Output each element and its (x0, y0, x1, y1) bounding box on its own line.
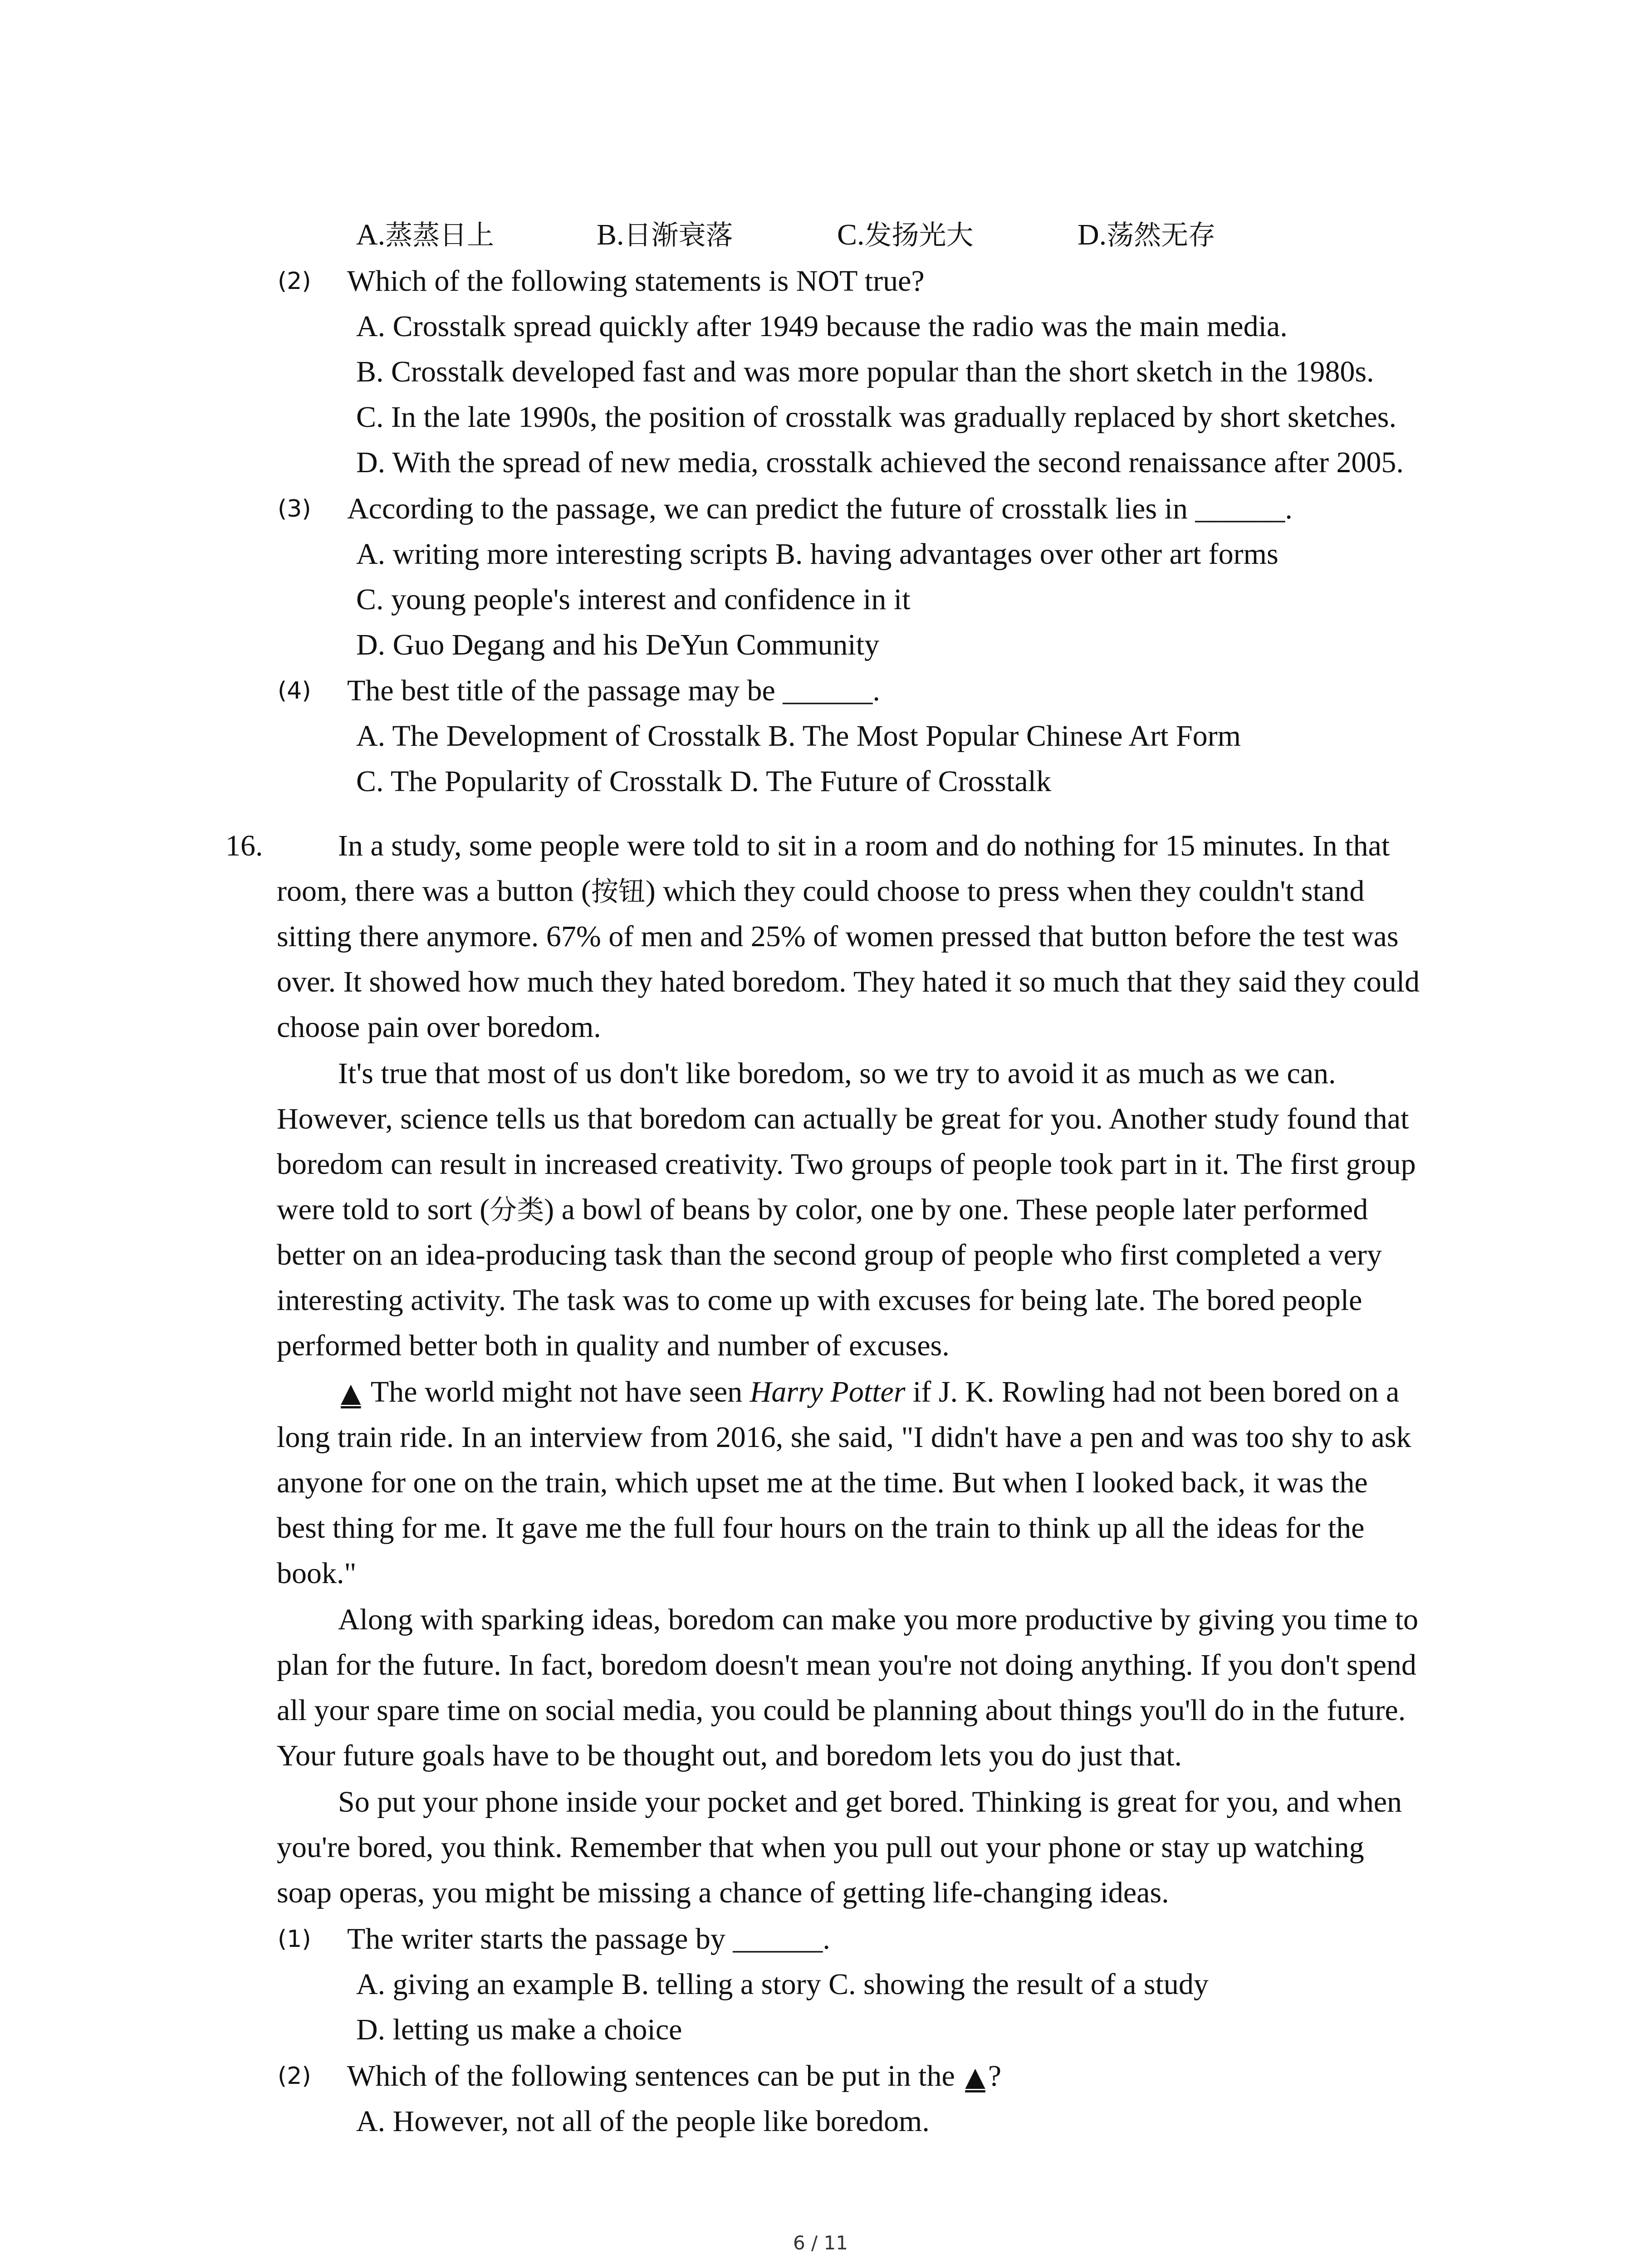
option-a: A. Crosstalk spread quickly after 1949 because the radio was the main media. (356, 310, 1288, 343)
passage-line: However, science tells us that boredom can actually be great for you. Another study found that (277, 1102, 1409, 1135)
option-c-d: C. The Popularity of Crosstalk D. The Future of Crosstalk (356, 765, 1051, 798)
question-number: (1) (278, 1926, 311, 1953)
passage-line: performed better both in quality and number of excuses. (277, 1329, 950, 1362)
passage-line: you're bored, you think. Remember that when you pull out your phone or stay up watching (277, 1831, 1364, 1864)
passage-line: best thing for me. It gave me the full four hours on the train to think up all the ideas for the (277, 1511, 1365, 1545)
passage-line: Along with sparking ideas, boredom can make you more productive by giving you time to (338, 1603, 1419, 1636)
passage-line: In a study, some people were told to sit in a room and do nothing for 15 minutes. In that (338, 829, 1390, 862)
chinese-gloss: 按钮 (591, 876, 646, 908)
page-number: 6 / 11 (793, 2232, 848, 2254)
option-d: D. Guo Degang and his DeYun Community (356, 628, 880, 661)
passage-line: all your spare time on social media, you could be planning about things you'll do in the future. (277, 1694, 1406, 1727)
question-number-16: 16. (225, 829, 263, 862)
passage-line: sitting there anymore. 67% of men and 25% of women pressed that button before the test was (277, 920, 1399, 953)
passage-line: anyone for one on the train, which upset me at the time. But when I looked back, it was the (277, 1466, 1368, 1499)
option-c: C. young people's interest and confidence in it (356, 583, 911, 616)
passage-line: were told to sort (分类) a bowl of beans by color, one by one. These people later performed (277, 1193, 1368, 1226)
passage-line: over. It showed how much they hated boredom. They hated it so much that they said they could (277, 965, 1420, 998)
option-d: D.荡然无存 (1078, 218, 1216, 251)
passage-line: interesting activity. The task was to come up with excuses for being late. The bored people (277, 1284, 1362, 1317)
option-d: D. letting us make a choice (356, 2013, 682, 2046)
option-a-b: A. writing more interesting scripts B. having advantages over other art forms (356, 538, 1279, 571)
q15-1-options (356, 215, 1216, 256)
passage-line: plan for the future. In fact, boredom doesn't mean you're not doing anything. If you don't spend (277, 1648, 1416, 1681)
passage-line: ▲ The world might not have seen Harry Potter if J. K. Rowling had not been bored on a (338, 1372, 1399, 1413)
question-number: (2) (278, 2063, 311, 2090)
question-stem: According to the passage, we can predict the future of crosstalk lies in ______. (347, 492, 1293, 525)
option-a: A. However, not all of the people like boredom. (356, 2105, 930, 2138)
chinese-gloss: 分类 (490, 1194, 544, 1226)
option-c: C.发扬光大 (837, 218, 974, 251)
question-number: (4) (278, 677, 311, 704)
passage-line: It's true that most of us don't like boredom, so we try to avoid it as much as we can. (338, 1057, 1336, 1090)
passage-line: soap operas, you might be missing a chance of getting life-changing ideas. (277, 1876, 1169, 1909)
book-title: Harry Potter (749, 1375, 906, 1408)
option-a: A.蒸蒸日上 (356, 218, 495, 251)
question-stem: The best title of the passage may be ______. (347, 674, 880, 707)
option-d: D. With the spread of new media, crosstalk achieved the second renaissance after 2005. (356, 446, 1404, 479)
question-stem: Which of the following sentences can be put in the ▲? (347, 2056, 1001, 2097)
question-stem: The writer starts the passage by ______. (347, 1922, 830, 1955)
blank-triangle-icon: ▲ (965, 2061, 985, 2092)
passage-line: boredom can result in increased creativity. Two groups of people took part in it. The first group (277, 1148, 1416, 1181)
question-number: (3) (278, 495, 311, 523)
option-c: C. In the late 1990s, the position of crosstalk was gradually replaced by short sketches. (356, 401, 1396, 434)
blank-triangle-icon: ▲ (341, 1377, 361, 1408)
passage-line: long train ride. In an interview from 2016, she said, "I didn't have a pen and was too shy to ask (277, 1421, 1411, 1454)
passage-line: book." (277, 1557, 357, 1590)
option-b: B. Crosstalk developed fast and was more popular than the short sketch in the 1980s. (356, 355, 1374, 388)
question-number: (2) (278, 268, 311, 295)
option-a-b-c: A. giving an example B. telling a story C. showing the result of a study (356, 1968, 1209, 2001)
question-stem: Which of the following statements is NOT true? (347, 264, 925, 298)
passage-line: Your future goals have to be thought out, and boredom lets you do just that. (277, 1739, 1182, 1772)
option-a-b: A. The Development of Crosstalk B. The Most Popular Chinese Art Form (356, 719, 1241, 753)
passage-line: So put your phone inside your pocket and get bored. Thinking is great for you, and when (338, 1785, 1402, 1818)
passage-line: better on an idea-producing task than the second group of people who first completed a very (277, 1238, 1382, 1271)
passage-line: room, there was a button (按钮) which they could choose to press when they couldn't stand (277, 875, 1365, 908)
passage-line: choose pain over boredom. (277, 1011, 601, 1044)
option-b: B.日渐衰落 (597, 218, 733, 251)
